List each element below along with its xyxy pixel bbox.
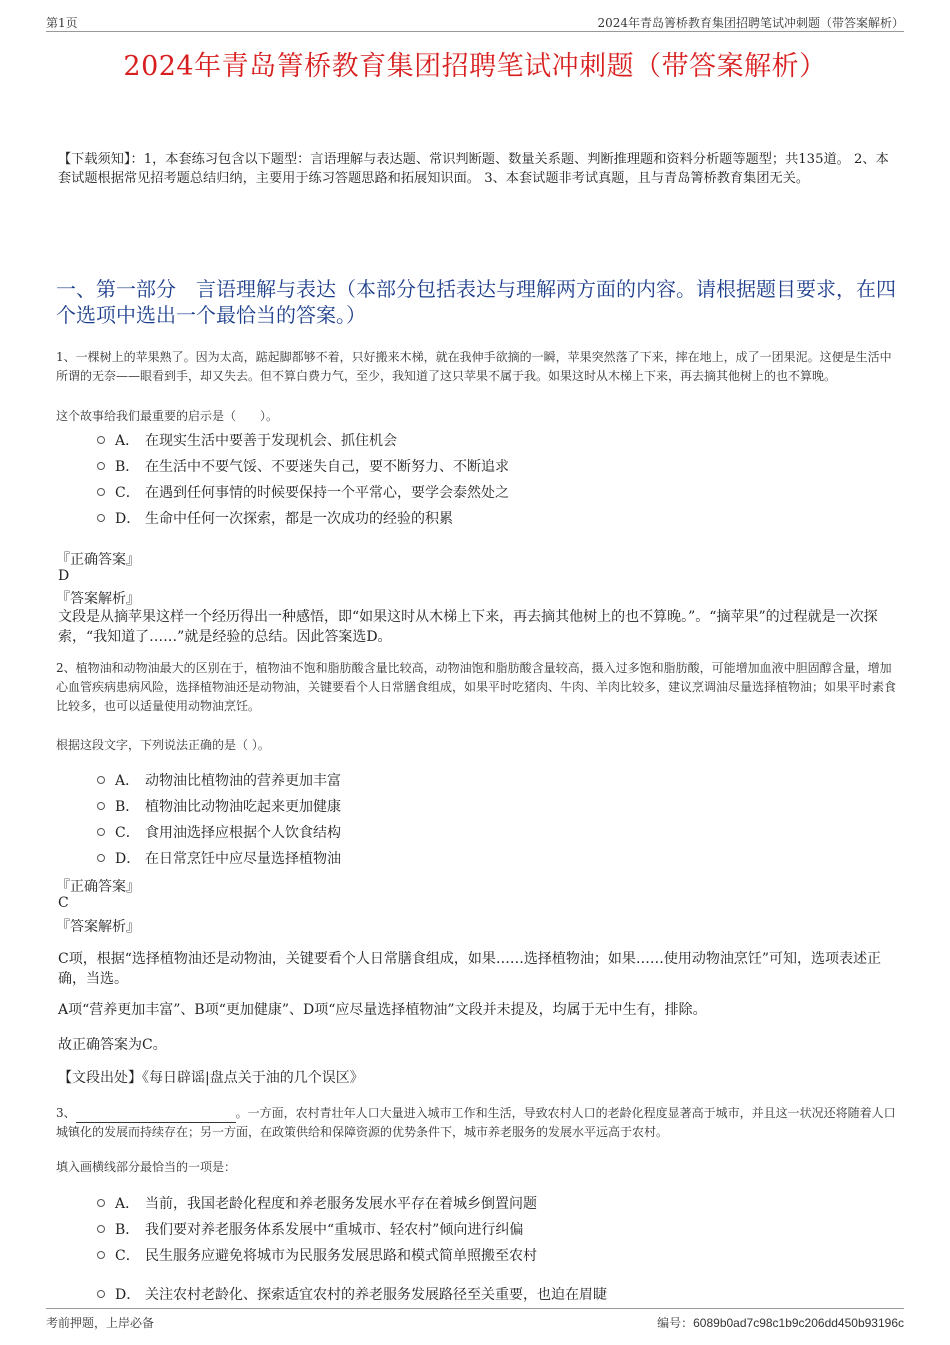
q3-ask: 填入画横线部分最恰当的一项是：	[56, 1160, 237, 1174]
radio-icon[interactable]	[97, 514, 105, 522]
q2-analysis-3: 故正确答案为C。	[58, 1037, 167, 1053]
radio-icon[interactable]	[97, 802, 105, 810]
q2-source: 【文段出处】《每日辟谣|盘点关于油的几个误区》	[58, 1070, 364, 1086]
download-notice: 【下载须知】：1，本套练习包含以下题型：言语理解与表达题、常识判断题、数量关系题、判断推理题和资料分析题等题型；共135道。 2、本套试题根据常见招考题总结归纳，主要用于练习答题思路和拓展知识面。 3、本套试题非考试真题，且与青岛箐桥教育集团无关。	[58, 152, 889, 186]
radio-icon[interactable]	[97, 436, 105, 444]
q2-option-d[interactable]: D． 在日常烹饪中应尽量选择植物油	[97, 848, 341, 868]
running-title: 2024年青岛箐桥教育集团招聘笔试冲刺题（带答案解析）	[597, 16, 904, 30]
radio-icon[interactable]	[97, 1290, 105, 1298]
q1-answer: D	[58, 568, 70, 584]
radio-icon[interactable]	[97, 828, 105, 836]
q2-stem: 2、植物油和动物油最大的区别在于，植物油不饱和脂肪酸含量比较高，动物油饱和脂肪酸含量较高，摄入过多饱和脂肪酸，可能增加血液中胆固醇含量，增加心血管疾病患病风险，选择植物油还是动物油，关键要看个人日常膳食组成，如果平时吃猪肉、牛肉、羊肉比较多，建议烹调油尽量选择植物油；如果平时素食比较多，也可以适量使用动物油烹饪。	[56, 661, 897, 713]
q2-ask: 根据这段文字，下列说法正确的是（ ）。	[56, 738, 270, 752]
footer-serial: 编号：6089b0ad7c98c1b9c206dd450b93196c	[657, 1316, 904, 1330]
q3-option-a[interactable]: A． 当前，我国老龄化程度和养老服务发展水平存在着城乡倒置问题	[97, 1193, 537, 1213]
q3-option-c[interactable]: C． 民生服务应避免将城市为民服务发展思路和模式简单照搬至农村	[97, 1245, 537, 1265]
footer-divider	[46, 1308, 904, 1309]
page-number: 第1页	[46, 16, 78, 30]
page-title: 2024年青岛箐桥教育集团招聘笔试冲刺题（带答案解析）	[123, 51, 827, 82]
section-title: 一、第一部分 言语理解与表达（本部分包括表达与理解两方面的内容。请根据题目要求，在四个选项中选出一个最恰当的答案。）	[56, 277, 896, 327]
q2-analysis-label: 『答案解析』	[56, 919, 140, 935]
header-divider	[46, 31, 904, 32]
q1-analysis-label: 『答案解析』	[56, 591, 140, 607]
radio-icon[interactable]	[97, 462, 105, 470]
q1-option-a[interactable]: A． 在现实生活中要善于发现机会、抓住机会	[97, 430, 397, 450]
q3-option-b[interactable]: B． 我们要对养老服务体系发展中“重城市、轻农村”倾向进行纠偏	[97, 1219, 523, 1239]
q1-option-b[interactable]: B． 在生活中不要气馁、不要迷失自己，要不断努力、不断追求	[97, 456, 509, 476]
footer-slogan: 考前押题，上岸必备	[46, 1316, 155, 1330]
q2-answer-label: 『正确答案』	[56, 879, 140, 895]
q3-option-d[interactable]: D． 关注农村老龄化、探索适宜农村的养老服务发展路径至关重要，也迫在眉睫	[97, 1284, 607, 1304]
q2-option-c[interactable]: C． 食用油选择应根据个人饮食结构	[97, 822, 341, 842]
radio-icon[interactable]	[97, 488, 105, 496]
radio-icon[interactable]	[97, 1225, 105, 1233]
q3-stem: 3、 。一方面，农村青壮年人口大量进入城市工作和生活，导致农村人口的老龄化程度显著高于城市，并且这一状况还将随着人口城镇化的发展而持续存在；另一方面，在政策供给和保障资源的优势条件下，城市养老服务的发展水平远高于农村。	[56, 1106, 896, 1139]
q2-option-a[interactable]: A． 动物油比植物油的营养更加丰富	[97, 770, 341, 790]
q1-ask: 这个故事给我们最重要的启示是（ ）。	[56, 409, 279, 423]
q1-option-d[interactable]: D． 生命中任何一次探索，都是一次成功的经验的积累	[97, 508, 453, 528]
q3-blank	[76, 1110, 236, 1123]
q1-stem: 1、一棵树上的苹果熟了。因为太高，踮起脚都够不着，只好搬来木梯，就在我伸手欲摘的一瞬，苹果突然落了下来，摔在地上，成了一团果泥。这便是生活中所谓的无奈——眼看到手，却又失去。但不算白费力气，至少，我知道了这只苹果不属于我。如果这时从木梯上下来，再去摘其他树上的也不算晚。	[56, 350, 892, 383]
radio-icon[interactable]	[97, 1199, 105, 1207]
radio-icon[interactable]	[97, 776, 105, 784]
q2-answer: C	[58, 895, 69, 911]
q2-option-b[interactable]: B． 植物油比动物油吃起来更加健康	[97, 796, 341, 816]
q1-answer-label: 『正确答案』	[56, 552, 140, 568]
radio-icon[interactable]	[97, 1251, 105, 1259]
q2-analysis-2: A项“营养更加丰富”、B项“更加健康”、D项“应尽量选择植物油”文段并未提及，均属于无中生有，排除。	[58, 1002, 707, 1018]
q2-analysis-1: C项，根据“选择植物油还是动物油，关键要看个人日常膳食组成，如果……选择植物油；如果……使用动物油烹饪”可知，选项表述正确，当选。	[58, 951, 882, 987]
q1-analysis: 文段是从摘苹果这样一个经历得出一种感悟，即“如果这时从木梯上下来，再去摘其他树上的也不算晚。”。“摘苹果”的过程就是一次探索，“我知道了……”就是经验的总结。因此答案选D。	[58, 609, 878, 645]
q1-option-c[interactable]: C． 在遇到任何事情的时候要保持一个平常心，要学会泰然处之	[97, 482, 509, 502]
radio-icon[interactable]	[97, 854, 105, 862]
